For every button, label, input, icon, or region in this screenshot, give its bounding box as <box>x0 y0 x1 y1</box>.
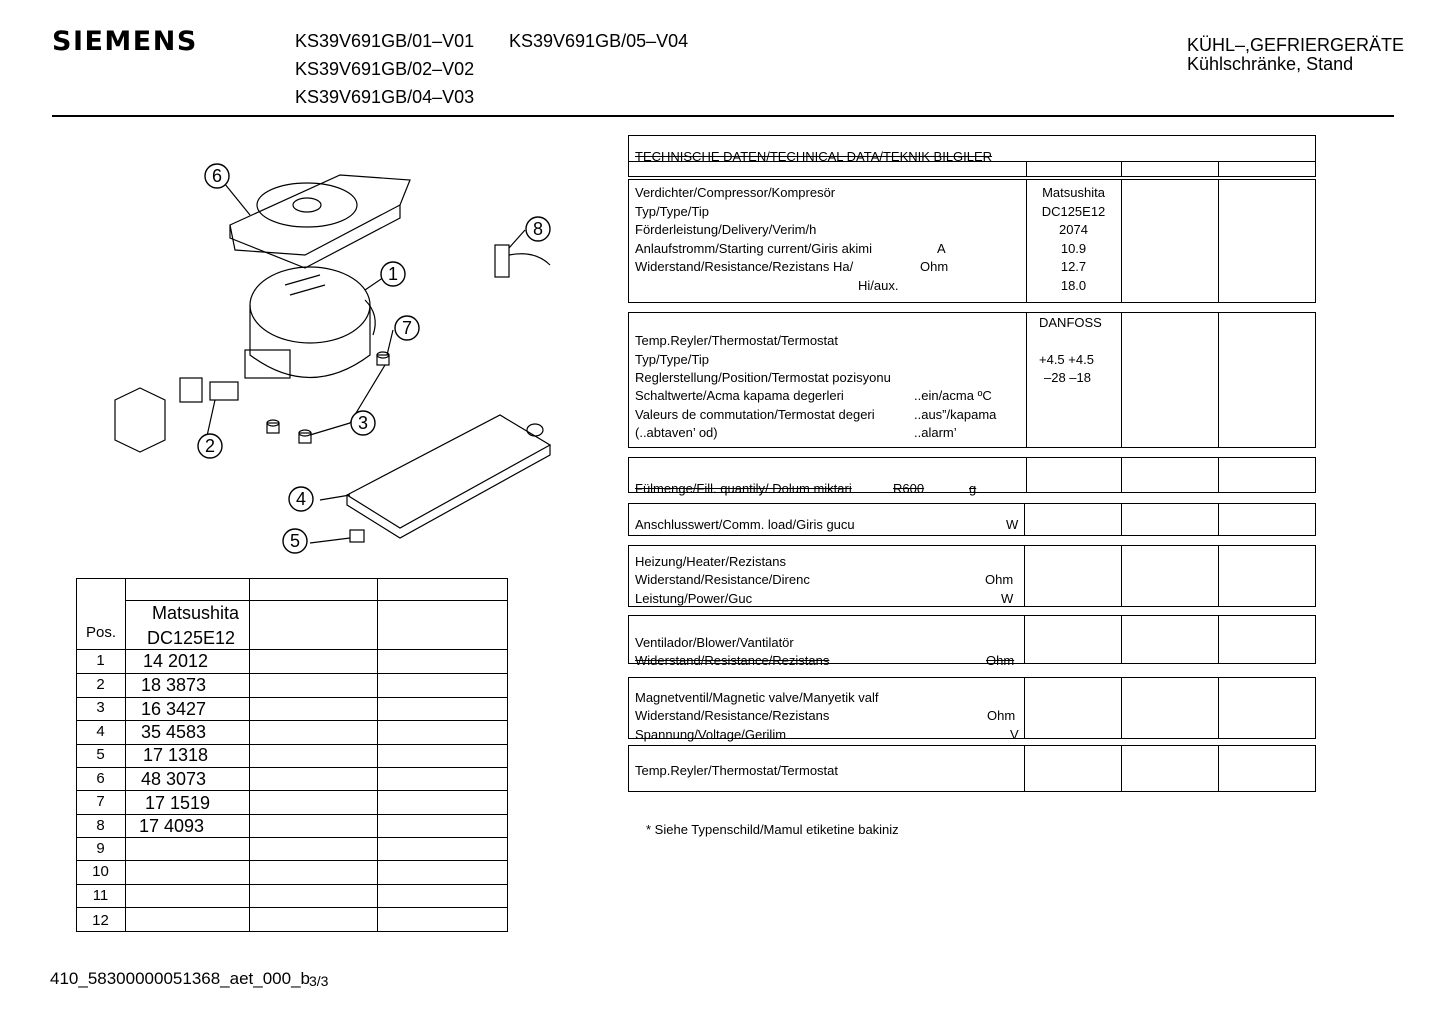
tech-unit: Ohm <box>986 653 1015 668</box>
tech-label: Verdichter/Compressor/Kompresör <box>635 185 836 200</box>
tech-label: Typ/Type/Tip <box>635 352 709 367</box>
callout-1: 1 <box>387 264 399 284</box>
tech-label: Ventilador/Blower/Vantilatör <box>635 635 794 650</box>
parts-pos: 7 <box>96 793 105 810</box>
tech-label: Valeurs de commutation/Termostat degeri <box>635 407 875 422</box>
tech-label: Magnetventil/Magnetic valve/Manyetik valf <box>635 690 879 705</box>
document-id: 410_58300000051368_aet_000_b <box>50 969 310 988</box>
callout-8: 8 <box>532 219 544 239</box>
parts-number: 17 4093 <box>139 816 205 836</box>
callout-7: 7 <box>401 318 413 338</box>
model-number: KS39V691GB/01–V01 <box>295 31 475 51</box>
tech-unit: g <box>969 481 977 496</box>
parts-number: 35 4583 <box>141 722 207 742</box>
tech-gas: R600 <box>893 481 925 496</box>
parts-number: 18 3873 <box>141 675 207 695</box>
exploded-diagram <box>95 150 565 570</box>
tech-sublabel: ..ein/acma ºC <box>914 388 992 403</box>
parts-number: 14 2012 <box>143 651 209 671</box>
parts-pos: 9 <box>96 840 105 857</box>
parts-pos: 11 <box>92 887 109 904</box>
tech-label: Förderleistung/Delivery/Verim/h <box>635 222 817 237</box>
tech-unit: Ohm <box>920 259 949 274</box>
tech-label: Schaltwerte/Acma kapama degerleri <box>635 388 844 403</box>
tech-label: Hi/aux. <box>858 278 899 293</box>
tech-value: 18.0 <box>1060 278 1087 293</box>
tech-label: Widerstand/Resistance/Direnc <box>635 572 810 587</box>
tech-value: 10.9 <box>1060 241 1087 256</box>
header-divider <box>52 115 1394 117</box>
tech-label: Reglerstellung/Position/Termostat pozisyonu <box>635 370 891 385</box>
tech-label: Leistung/Power/Guc <box>635 591 753 606</box>
parts-pos: 5 <box>96 746 105 763</box>
tech-value: Matsushita <box>1042 185 1105 200</box>
tech-value: –28 –18 <box>1044 370 1091 385</box>
parts-pos: 10 <box>92 863 109 880</box>
tech-label: (..abtaven’ od) <box>635 425 718 440</box>
drip-tray-part <box>230 175 410 255</box>
tech-label: Temp.Reyler/Thermostat/Termostat <box>635 763 839 778</box>
tech-label: Widerstand/Resistance/Rezistans <box>635 708 830 723</box>
relay-part <box>180 378 202 402</box>
parts-pos: 8 <box>96 817 105 834</box>
tech-value: DANFOSS <box>1039 315 1102 330</box>
tech-sublabel: ..aus”/kapama <box>914 407 997 422</box>
parts-number: 16 3427 <box>141 699 207 719</box>
tech-label: Fülmenge/Fill. quantily/ Dolum miktari <box>635 481 852 496</box>
tech-unit: W <box>1006 517 1019 532</box>
model-number: KS39V691GB/05–V04 <box>509 31 689 51</box>
model-number: KS39V691GB/02–V02 <box>295 59 475 79</box>
tech-label: Temp.Reyler/Thermostat/Termostat <box>635 333 839 348</box>
tech-label: Heizung/Heater/Rezistans <box>635 554 787 569</box>
tech-label: Widerstand/Resistance/Rezistans Ha/ <box>635 259 854 274</box>
compressor-part <box>245 267 375 378</box>
parts-number: 48 3073 <box>141 769 207 789</box>
tech-label: Anlaufstromm/Starting current/Giris akimi <box>635 241 872 256</box>
foot-part <box>350 530 364 542</box>
callout-6: 6 <box>211 166 223 186</box>
tech-unit: Ohm <box>985 572 1014 587</box>
parts-pos: 2 <box>96 676 105 693</box>
tech-value: 12.7 <box>1060 259 1087 274</box>
brand-logo: SIEMENS <box>52 26 198 57</box>
parts-pos-label: Pos. <box>86 624 117 641</box>
tech-unit: V <box>1010 727 1019 742</box>
tech-value: DC125E12 <box>1041 204 1106 219</box>
callout-3: 3 <box>357 413 369 433</box>
tech-unit: Ohm <box>987 708 1016 723</box>
tech-value: 2074 <box>1059 222 1088 237</box>
parts-pos: 12 <box>92 912 109 929</box>
page-number: 3/3 <box>309 973 329 989</box>
tech-label: Widerstand/Resistance/Rezistans <box>635 653 830 668</box>
parts-pos: 1 <box>96 652 105 669</box>
tech-value: +4.5 +4.5 <box>1039 352 1094 367</box>
parts-pos: 4 <box>96 723 105 740</box>
callout-4: 4 <box>295 489 307 509</box>
parts-number: 17 1519 <box>145 793 211 813</box>
callout-2: 2 <box>204 436 216 456</box>
tech-header: TECHNISCHE DATEN/TECHNICAL DATA/TEKNIK BILGILER <box>635 149 993 164</box>
capacitor-part <box>495 245 509 277</box>
tech-label: Spannung/Voltage/Gerilim <box>635 727 787 742</box>
parts-pos: 6 <box>96 770 105 787</box>
model-number: KS39V691GB/04–V03 <box>295 87 475 107</box>
tech-label: Anschlusswert/Comm. load/Giris gucu <box>635 517 855 532</box>
parts-number: 17 1318 <box>143 745 209 765</box>
tech-sublabel: ..alarm’ <box>914 425 957 440</box>
tech-unit: A <box>937 241 946 256</box>
tech-unit: W <box>1001 591 1014 606</box>
parts-header-type: DC125E12 <box>147 628 236 648</box>
protector-cover-part <box>115 388 165 452</box>
parts-header-maker: Matsushita <box>152 603 240 623</box>
parts-pos: 3 <box>96 699 105 716</box>
category-title: KÜHL–,GEFRIERGERÄTE <box>1187 35 1405 55</box>
footnote: * Siehe Typenschild/Mamul etiketine bakiniz <box>646 822 899 837</box>
callout-5: 5 <box>289 531 301 551</box>
category-subtitle: Kühlschränke, Stand <box>1187 54 1354 74</box>
tech-label: Typ/Type/Tip <box>635 204 709 219</box>
